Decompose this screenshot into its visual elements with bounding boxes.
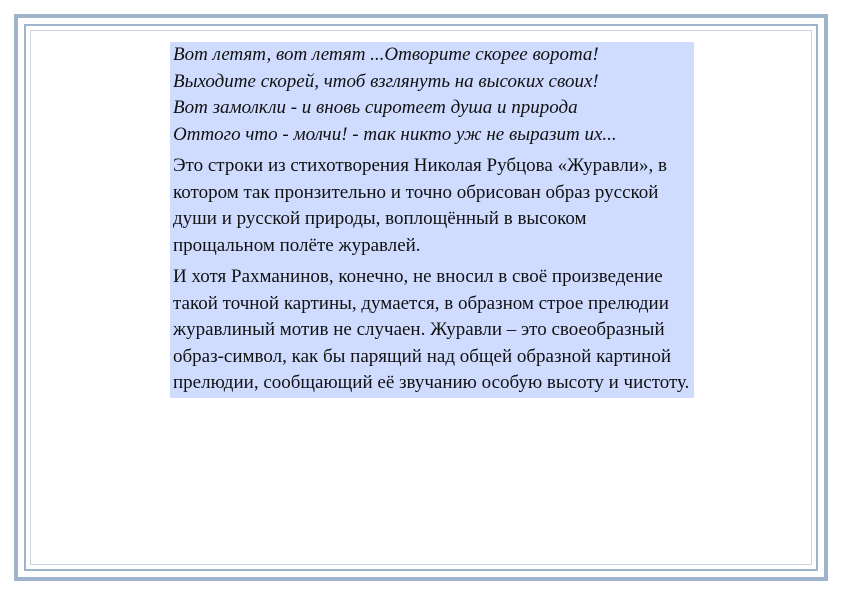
- poem-line: Вот летят, вот летят ...Отворите скорее ворота!: [173, 44, 599, 65]
- poem-quote: [170, 42, 694, 148]
- poem-line: Вот замолкли - и вновь сиротеет душа и природа: [173, 97, 578, 118]
- text-block: [170, 42, 694, 398]
- poem-line: Выходите скорей, чтоб взглянуть на высоких своих!: [173, 70, 599, 92]
- paragraph-rubtsov: Это строки из стихотворения Николая Рубцова «Журавли», в котором так пронзительно и точно обрисован образ русской души и русской природы, воплощённый в высоком прощальном полёте журавлей.: [173, 155, 667, 256]
- poem-line: Оттого что - молчи! - так никто уж не выразит их...: [173, 123, 617, 145]
- paragraph-rachmaninov: И хотя Рахманинов, конечно, не вносил в своё произведение такой точной картины, думается, в образном строе прелюдии журавлиный мотив не случаен. Журавли – это своеобразный образ-символ, как бы парящий над общей образной картиной прелюдии, сообщающий её звучанию особую высоту и чистоту.: [173, 266, 690, 393]
